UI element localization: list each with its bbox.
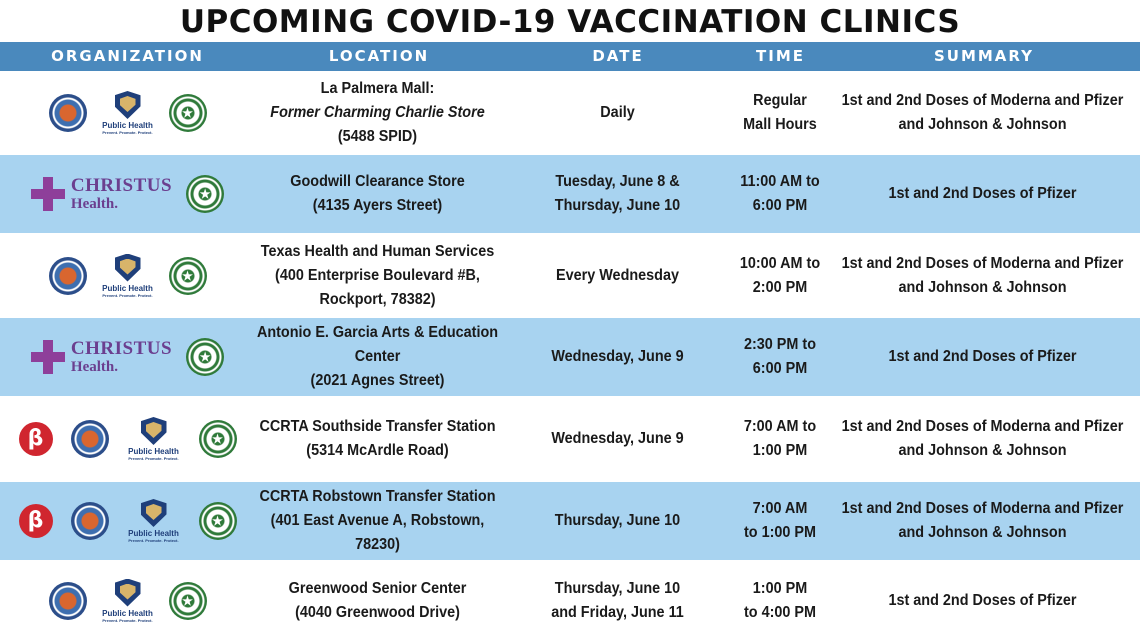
- location-name: CCRTA Southside Transfer Station: [259, 418, 496, 435]
- location-cell: [254, 155, 502, 233]
- city-seal-icon: [49, 257, 87, 295]
- public-health-logo: [127, 417, 181, 461]
- state-seal-icon: [199, 502, 237, 540]
- summary-line: 1st and 2nd Doses of Moderna and Pfizer: [841, 254, 1124, 272]
- organization-logos: [0, 71, 255, 155]
- date-line: Every Wednesday: [555, 266, 679, 284]
- summary-line: and Johnson & Johnson: [898, 116, 1067, 133]
- date-cell: [516, 396, 719, 482]
- date-cell: [516, 318, 719, 396]
- summary-cell: [836, 233, 1129, 318]
- summary-line: and Johnson & Johnson: [898, 442, 1067, 459]
- public-health-label: Public Health: [128, 529, 179, 538]
- time-cell: [735, 155, 825, 233]
- time-line: 11:00 AM to: [740, 173, 820, 190]
- organization-logos: [0, 233, 255, 318]
- table-row: [0, 71, 1140, 155]
- christus-cross-icon: [31, 177, 65, 211]
- summary-cell: [836, 482, 1129, 560]
- summary-line: 1st and 2nd Doses of Moderna and Pfizer: [841, 418, 1124, 435]
- time-line: 6:00 PM: [752, 197, 808, 214]
- organization-logos: [0, 318, 255, 396]
- time-line: 10:00 AM to: [739, 254, 821, 272]
- location-cell: [254, 71, 502, 155]
- time-cell: [735, 560, 825, 641]
- public-health-logo: [101, 579, 155, 623]
- public-health-shield-icon: [115, 91, 141, 119]
- summary-cell: [836, 318, 1129, 396]
- summary-cell: [836, 560, 1129, 641]
- public-health-shield-icon: [141, 499, 167, 527]
- time-cell: [735, 71, 825, 155]
- state-seal-icon: [186, 175, 224, 213]
- location-name: Greenwood Senior Center: [288, 579, 467, 597]
- time-line: 1:00 PM: [752, 579, 808, 597]
- date-cell: [516, 155, 719, 233]
- table-row: [0, 396, 1140, 482]
- christus-cross-icon: [31, 340, 65, 374]
- table-header: [0, 42, 1140, 71]
- summary-line: and Johnson & Johnson: [898, 524, 1067, 541]
- time-line: to 1:00 PM: [743, 524, 816, 541]
- public-health-tagline: Prevent. Promote. Protect.: [102, 292, 153, 298]
- date-line: and Friday, June 11: [551, 603, 684, 621]
- time-line: to 4:00 PM: [743, 603, 816, 621]
- location-name: Texas Health and Human Services: [260, 242, 495, 260]
- city-seal-icon: [49, 94, 87, 132]
- location-cell: [254, 560, 502, 641]
- time-line: 7:00 AM to: [743, 418, 817, 435]
- organization-logos: [0, 482, 255, 560]
- location-address: (4040 Greenwood Drive): [295, 603, 460, 621]
- public-health-shield-icon: [115, 254, 141, 282]
- summary-cell: [836, 396, 1129, 482]
- summary-line: 1st and 2nd Doses of Pfizer: [888, 591, 1077, 609]
- date-line: Thursday, June 10: [554, 512, 681, 529]
- location-address: (400 Enterprise Boulevard #B, Rockport, 78382): [275, 266, 480, 308]
- column-header-summary: SUMMARY: [933, 47, 1035, 65]
- christus-name: CHRISTUS: [70, 175, 173, 196]
- christus-sub: Health.: [70, 359, 119, 375]
- organization-logos: [0, 155, 255, 233]
- table-row: [0, 482, 1140, 560]
- date-cell: [516, 71, 719, 155]
- location-cell: [254, 482, 502, 560]
- city-seal-icon: [71, 502, 109, 540]
- date-line: Daily: [600, 104, 635, 121]
- page-title: UPCOMING COVID-19 VACCINATION CLINICS: [179, 4, 961, 40]
- time-line: Mall Hours: [743, 116, 817, 133]
- state-seal-icon: [169, 94, 207, 132]
- time-cell: [735, 318, 825, 396]
- location-cell: [254, 318, 502, 396]
- public-health-tagline: Prevent. Promote. Protect.: [102, 617, 153, 623]
- location-address: (5488 SPID): [337, 128, 418, 145]
- time-line: Regular: [753, 92, 807, 109]
- time-line: 2:00 PM: [752, 278, 808, 296]
- time-line: 2:30 PM to: [743, 336, 816, 353]
- time-cell: [735, 233, 825, 318]
- time-line: 6:00 PM: [752, 360, 808, 377]
- location-address: (2021 Agnes Street): [310, 372, 445, 389]
- public-health-tagline: Prevent. Promote. Protect.: [102, 130, 153, 135]
- column-header-time: TIME: [756, 47, 805, 65]
- ccrta-logo-icon: β: [19, 504, 53, 538]
- time-line: 1:00 PM: [752, 442, 808, 459]
- date-line: Tuesday, June 8 &: [555, 173, 680, 190]
- date-cell: [516, 233, 719, 318]
- public-health-logo: [127, 499, 181, 543]
- organization-logos: [0, 396, 255, 482]
- summary-line: and Johnson & Johnson: [898, 278, 1067, 296]
- table-row: [0, 560, 1140, 641]
- state-seal-icon: [186, 338, 224, 376]
- date-line: Thursday, June 10: [554, 579, 681, 597]
- summary-cell: [836, 71, 1129, 155]
- time-cell: [735, 396, 825, 482]
- summary-line: 1st and 2nd Doses of Moderna and Pfizer: [841, 500, 1124, 517]
- date-line: Wednesday, June 9: [551, 430, 684, 447]
- public-health-logo: [101, 254, 155, 298]
- summary-line: 1st and 2nd Doses of Pfizer: [888, 185, 1077, 202]
- ccrta-logo-icon: β: [19, 422, 53, 456]
- city-seal-icon: [71, 420, 109, 458]
- public-health-shield-icon: [115, 579, 141, 607]
- public-health-tagline: Prevent. Promote. Protect.: [128, 538, 179, 543]
- location-note: Former Charming Charlie Store: [270, 104, 485, 121]
- location-name: CCRTA Robstown Transfer Station: [259, 488, 496, 505]
- table-row: [0, 155, 1140, 233]
- date-line: Thursday, June 10: [554, 197, 681, 214]
- christus-health-logo: [31, 176, 172, 212]
- christus-sub: Health.: [70, 196, 119, 212]
- location-name: Antonio E. Garcia Arts & Education Center: [256, 324, 499, 365]
- column-header-date: DATE: [592, 47, 644, 65]
- city-seal-icon: [49, 582, 87, 620]
- state-seal-icon: [169, 257, 207, 295]
- summary-cell: [836, 155, 1129, 233]
- date-cell: [516, 482, 719, 560]
- public-health-label: Public Health: [128, 447, 179, 456]
- public-health-shield-icon: [141, 417, 167, 445]
- public-health-logo: [101, 91, 155, 135]
- location-address: (5314 McArdle Road): [306, 442, 449, 459]
- public-health-label: Public Health: [102, 121, 153, 130]
- public-health-label: Public Health: [102, 608, 153, 618]
- table-row: [0, 233, 1140, 318]
- date-line: Wednesday, June 9: [551, 348, 684, 365]
- column-header-location: LOCATION: [328, 47, 430, 65]
- location-prefix: La Palmera Mall:: [320, 80, 435, 97]
- location-address: (401 East Avenue A, Robstown, 78230): [270, 512, 485, 553]
- time-cell: [735, 482, 825, 560]
- public-health-tagline: Prevent. Promote. Protect.: [128, 456, 179, 461]
- christus-name: CHRISTUS: [70, 338, 173, 359]
- public-health-label: Public Health: [102, 283, 153, 293]
- location-cell: [254, 396, 502, 482]
- location-address: (4135 Ayers Street): [312, 197, 443, 214]
- state-seal-icon: [169, 582, 207, 620]
- location-cell: [254, 233, 502, 318]
- date-cell: [516, 560, 719, 641]
- column-header-organization: ORGANIZATION: [51, 47, 204, 65]
- table-row: [0, 318, 1140, 396]
- summary-line: 1st and 2nd Doses of Moderna and Pfizer: [841, 92, 1124, 109]
- time-line: 7:00 AM: [752, 500, 808, 517]
- state-seal-icon: [199, 420, 237, 458]
- summary-line: 1st and 2nd Doses of Pfizer: [888, 348, 1077, 365]
- christus-health-logo: [31, 339, 172, 375]
- location-name: Goodwill Clearance Store: [290, 173, 465, 190]
- organization-logos: [0, 560, 255, 641]
